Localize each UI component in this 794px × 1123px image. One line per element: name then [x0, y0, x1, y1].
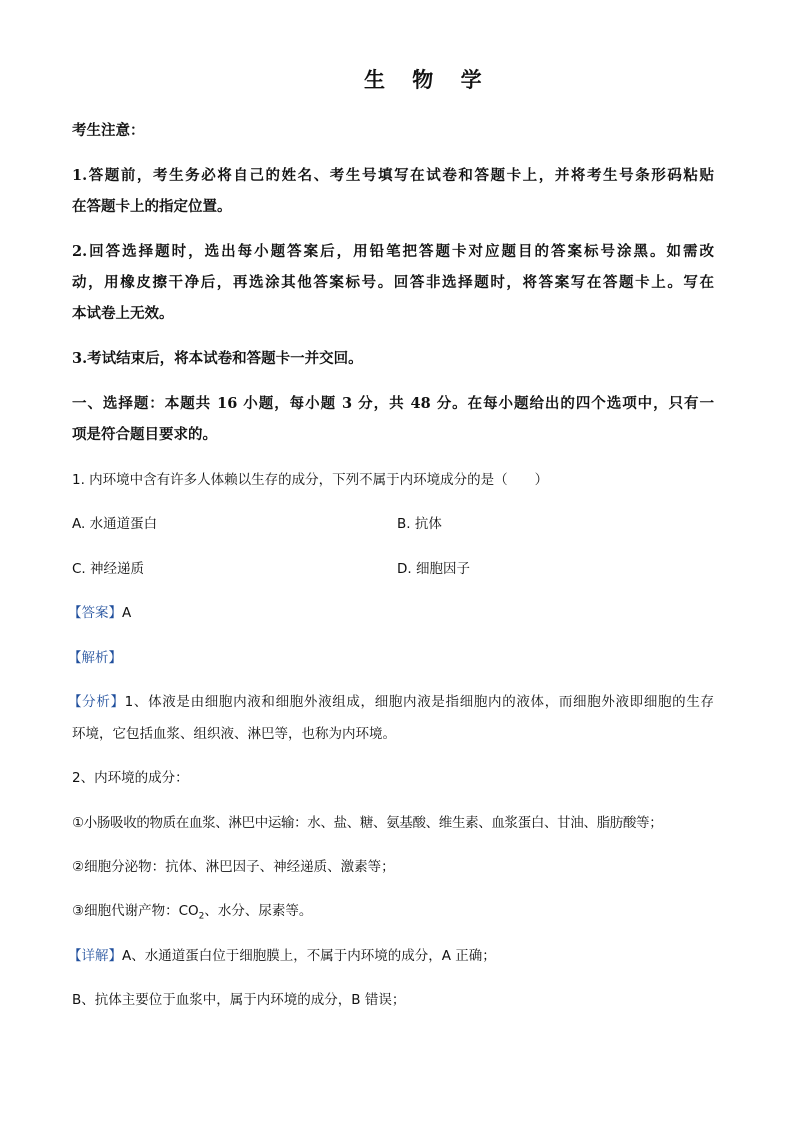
notice-item-2-line-3: 本试卷上无效。	[72, 305, 174, 322]
detail-tag: 【详解】	[68, 948, 122, 964]
sub-3-pre: ③细胞代谢产物：CO	[72, 903, 199, 919]
notice-item-2-line-1: 2.回答选择题时，选出每小题答案后，用铅笔把答题卡对应题目的答案标号涂黑。如需改	[72, 243, 714, 260]
analysis-line-2: 环境，它包括血浆、组织液、淋巴等，也称为内环境。	[72, 726, 396, 742]
answer-row	[68, 603, 131, 623]
option-c: C. 神经递质	[72, 561, 145, 577]
answer-tag: 【答案】	[68, 605, 122, 621]
notice-item-1-line-1: 1.答题前，考生务必将自己的姓名、考生号填写在试卷和答题卡上，并将考生号条形码粘贴	[72, 167, 714, 184]
option-b: B. 抗体	[397, 516, 442, 532]
notice-item-3: 3.考试结束后，将本试卷和答题卡一并交回。	[72, 350, 363, 367]
answer-value: A	[122, 605, 132, 621]
detail-b: B、抗体主要位于血浆中，属于内环境的成分，B 错误；	[72, 992, 406, 1008]
detail-row	[68, 946, 496, 966]
section-heading-line-1: 一、选择题：本题共 16 小题，每小题 3 分，共 48 分。在每小题给出的四个选项中，只有一	[72, 395, 714, 412]
analysis-tag: 【解析】	[68, 650, 122, 666]
sub-3-post: 、水分、尿素等。	[204, 903, 313, 919]
option-d: D. 细胞因子	[397, 561, 470, 577]
analysis-point-2: 2、内环境的成分：	[72, 770, 189, 786]
analysis-sub-1: ①小肠吸收的物质在血浆、淋巴中运输：水、盐、糖、氨基酸、维生素、血浆蛋白、甘油、脂肪酸等；	[72, 815, 663, 831]
notice-heading: 考生注意：	[72, 122, 145, 139]
sub-3-subscript: 2	[198, 911, 205, 922]
section-heading-line-2: 项是符合题目要求的。	[72, 426, 217, 443]
analysis-sub-2: ②细胞分泌物：抗体、淋巴因子、神经递质、激素等；	[72, 859, 395, 875]
notice-item-2-line-2: 动，用橡皮擦干净后，再选涂其他答案标号。回答非选择题时，将答案写在答题卡上。写在	[72, 274, 714, 291]
analysis-line-1	[68, 692, 714, 712]
fenxi-line-1: 1、体液是由细胞内液和细胞外液组成，细胞内液是指细胞内的液体，而细胞外液即细胞的生存	[124, 694, 715, 710]
notice-item-1-line-2: 在答题卡上的指定位置。	[72, 198, 232, 215]
analysis-sub-3	[72, 901, 312, 927]
option-a: A. 水通道蛋白	[72, 516, 158, 532]
question-stem: 1. 内环境中含有许多人体赖以生存的成分，下列不属于内环境成分的是（ ）	[72, 472, 549, 488]
detail-a: A、水通道蛋白位于细胞膜上，不属于内环境的成分，A 正确；	[122, 948, 496, 964]
page-title: 生 物 学	[364, 67, 492, 92]
fenxi-tag: 【分析】	[68, 694, 125, 710]
